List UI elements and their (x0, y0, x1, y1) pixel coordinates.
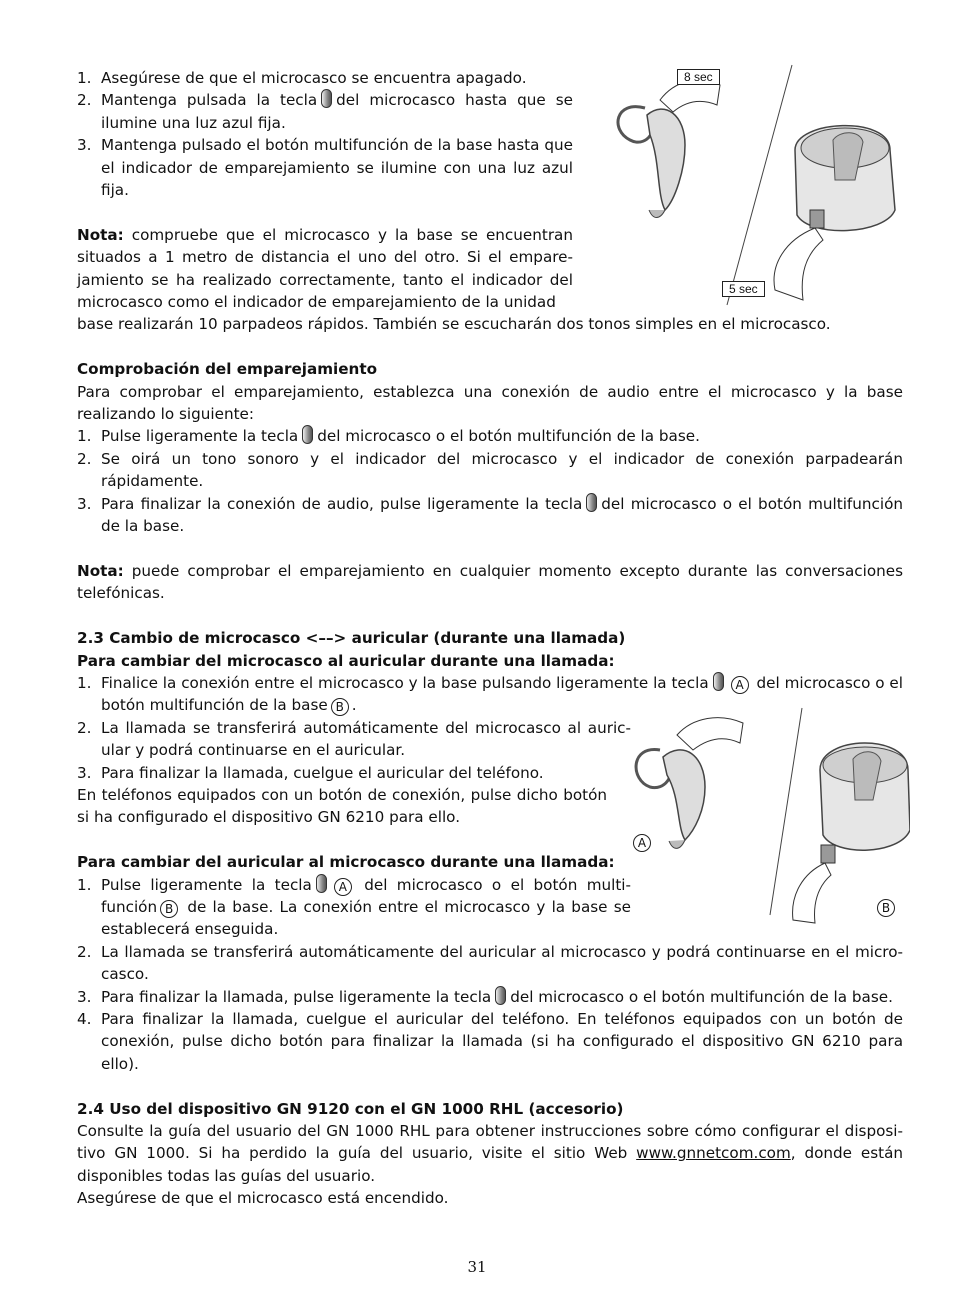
note-paragraph: Nota: compruebe que el microcasco y la base se encuentran situados a 1 metro de distancia el uno del otro. Si el emparejamiento se ha realizado correctamente, tanto el indicador del microcasco como el indicador de emparejamiento de la unidad (77, 225, 573, 312)
paragraph: Para comprobar el emparejamiento, establezca una conexión de audio entre el microcasco y la base realizando lo siguiente: (77, 382, 903, 424)
list-item: 3. Mantenga pulsado el botón multifunción de la base hasta que el indicador de emparejamiento se ilumine con una luz azul fija. (77, 136, 573, 200)
subsection-heading: Para cambiar del microcasco al auricular durante una llamada: (77, 651, 615, 670)
headset-base-switch-illustration (625, 705, 910, 925)
list-item: 1. Pulse ligeramente la tecla del microcasco o el botón multifunción de la base. (77, 427, 700, 446)
marker-a-icon: A (731, 676, 749, 694)
list-item: 2. Mantenga pulsada la tecla del microcasco hasta que se ilumine una luz azul fija. (77, 91, 573, 132)
pairing-figure (605, 60, 905, 310)
marker-a-icon: A (633, 834, 651, 852)
list-item: 2. La llamada se transferirá automáticamente del auricular al microcasco y podrá continuarse en el microcasco. (77, 942, 903, 984)
headset-key-icon (586, 493, 597, 512)
list-item: 1. Finalice la conexión entre el microcasco y la base pulsando ligeramente la tecla A del microcasco o el botón multifunción de la base B . (77, 673, 903, 715)
section-heading: 2.3 Cambio de microcasco <––> auricular (durante una llamada) (77, 629, 626, 648)
paragraph: Consulte la guía del usuario del GN 1000 RHL para obtener instrucciones sobre cómo configurar el dispositivo GN 1000. Si ha perdido la guía del usuario, visite el sitio Web www.gnnetcom.com, donde están disponibles todas las guías del usuario. (77, 1122, 904, 1185)
list-item: 3. Para finalizar la llamada, pulse ligeramente la tecla del microcasco o el botón multifunción de la base. (77, 987, 893, 1006)
section-heading: Comprobación del emparejamiento (77, 360, 378, 379)
intro-steps (77, 67, 573, 201)
headset-base-illustration (605, 60, 905, 310)
time-label: 5 sec (722, 281, 765, 297)
switch-figure (625, 705, 910, 925)
note-paragraph: Nota: puede comprobar el emparejamiento en cualquier momento excepto durante las conversaciones telefónicas. (77, 561, 903, 603)
paragraph: En teléfonos equipados con un botón de conexión, pulse dicho botón si ha configurado el dispositivo GN 6210 para ello. (77, 785, 607, 827)
page-number: 31 (467, 1258, 487, 1276)
website-link[interactable]: www.gnnetcom.com (636, 1144, 791, 1163)
list-item: 3. Para finalizar la llamada, cuelgue el auricular del teléfono. (77, 763, 544, 782)
list-item: 4. Para finalizar la llamada, cuelgue el auricular del teléfono. En teléfonos equipados con un botón de conexión, pulse dicho botón para finalizar la llamada (si ha configurado el dispositivo GN 6210 para ello). (77, 1009, 903, 1073)
section-heading: 2.4 Uso del dispositivo GN 9120 con el GN 1000 RHL (accesorio) (77, 1099, 624, 1118)
time-label: 8 sec (677, 69, 720, 85)
subsection-heading: Para cambiar del auricular al microcasco durante una llamada: (77, 853, 615, 872)
headset-key-icon (302, 425, 313, 444)
list-item: 2. Se oirá un tono sonoro y el indicador del microcasco y el indicador de conexión parpadearán rápidamente. (77, 449, 903, 491)
headset-key-icon (713, 672, 724, 691)
list-item: 3. Para finalizar la conexión de audio, pulse ligeramente la tecla del microcasco o el botón multifunción de la base. (77, 494, 903, 536)
headset-key-icon (316, 874, 327, 893)
note-continuation: base realizarán 10 parpadeos rápidos. También se escucharán dos tonos simples en el microcasco. (77, 315, 831, 334)
check-steps (77, 425, 903, 537)
list-item: 1. Asegúrese de que el microcasco se encuentra apagado. (77, 69, 527, 87)
marker-b-icon: B (331, 698, 349, 716)
marker-b-icon: B (877, 899, 895, 917)
marker-a-icon: A (334, 878, 352, 896)
paragraph: Asegúrese de que el microcasco está encendido. (77, 1189, 449, 1208)
marker-b-icon: B (160, 900, 178, 918)
list-item: 2. La llamada se transferirá automáticamente del microcasco al auricular y podrá continuarse en el auricular. (77, 718, 631, 760)
headset-key-icon (495, 986, 506, 1005)
headset-key-icon (321, 89, 332, 108)
list-item: 1. Pulse ligeramente la tecla A del microcasco o el botón multifunción B de la base. La conexión entre el microcasco y la base se establecerá enseguida. (77, 875, 631, 939)
